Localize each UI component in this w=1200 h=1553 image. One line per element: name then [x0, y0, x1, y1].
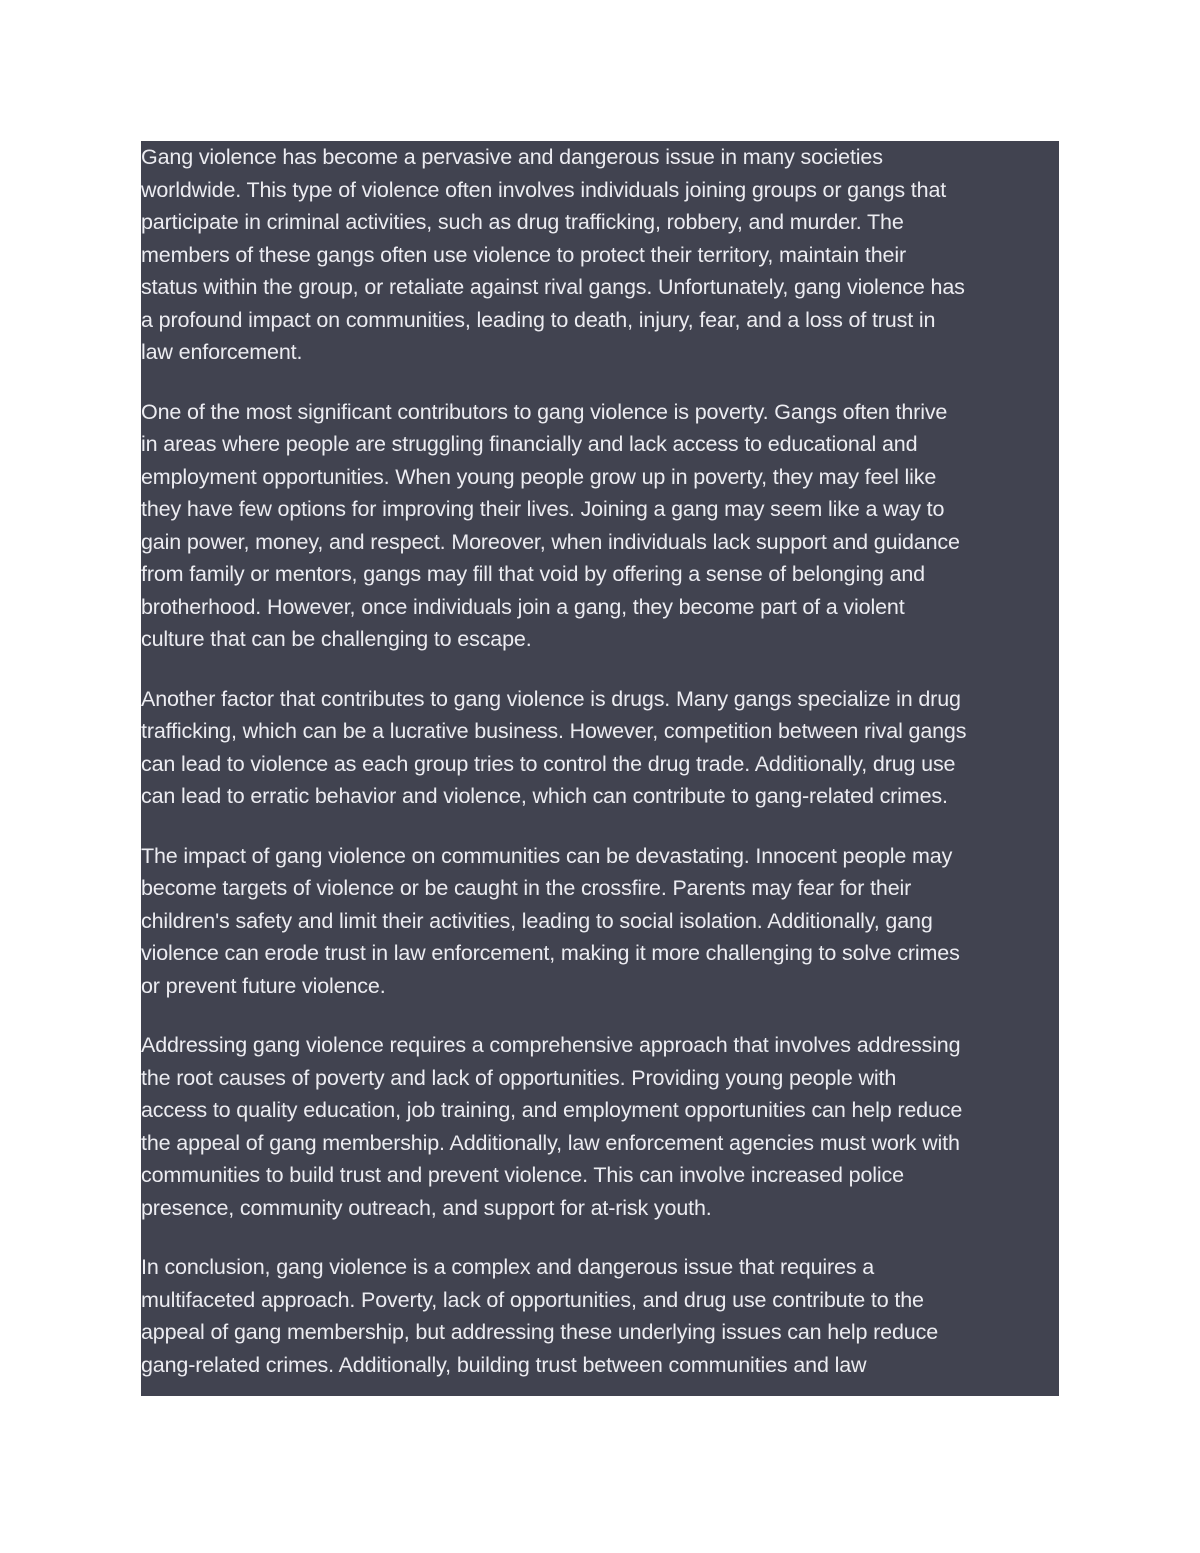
paragraph-conclusion: In conclusion, gang violence is a complex and dangerous issue that requires a multifaceted approach. Poverty, lack of opportunities, and drug use contribute to the appeal of gang membership, but addressing these underlying issues can help reduce gang-related crimes. Additionally, building trust between communities and law — [141, 1255, 939, 1377]
paragraph-impact: The impact of gang violence on communities can be devastating. Innocent people may become targets of violence or be caught in the crossfire. Parents may fear for their children's safety and limit their activities, leading to social isolation. Additionally, gang violence can erode trust in law enforcement, making it more challenging to solve crimes or prevent future violence. — [141, 843, 960, 998]
paragraph-addressing: Addressing gang violence requires a comprehensive approach that involves addressing the root causes of poverty and lack of opportunities. Providing young people with access to quality education, job training, and employment opportunities can help reduce the appeal of gang membership. Additionally, law enforcement agencies must work with communities to build trust and prevent violence. This can involve increased police presence, community outreach, and support for at-risk youth. — [141, 1033, 963, 1220]
paragraph-poverty: One of the most significant contributors to gang violence is poverty. Gangs often thrive in areas where people are struggling financially and lack access to educational and employment opportunities. When young people grow up in poverty, they may feel like they have few options for improving their lives. Joining a gang may seem like a way to gain power, money, and respect. Moreover, when individuals lack support and guidance from family or mentors, gangs may fill that void by offering a sense of belonging and brotherhood. However, once individuals join a gang, they become part of a violent culture that can be challenging to escape. — [141, 399, 960, 651]
paragraph-drugs: Another factor that contributes to gang violence is drugs. Many gangs specialize in drug trafficking, which can be a lucrative business. However, competition between rival gangs can lead to violence as each group tries to control the drug trade. Additionally, drug use can lead to erratic behavior and violence, which can contribute to gang-related crimes. — [141, 686, 967, 808]
essay-text-block — [141, 141, 1059, 1396]
paragraph-intro: Gang violence has become a pervasive and dangerous issue in many societies worldwide. This type of violence often involves individuals joining groups or gangs that participate in criminal activities, such as drug trafficking, robbery, and murder. The members of these gangs often use violence to protect their territory, maintain their status within the group, or retaliate against rival gangs. Unfortunately, gang violence has a profound impact on communities, leading to death, injury, fear, and a loss of trust in law enforcement. — [141, 145, 965, 364]
